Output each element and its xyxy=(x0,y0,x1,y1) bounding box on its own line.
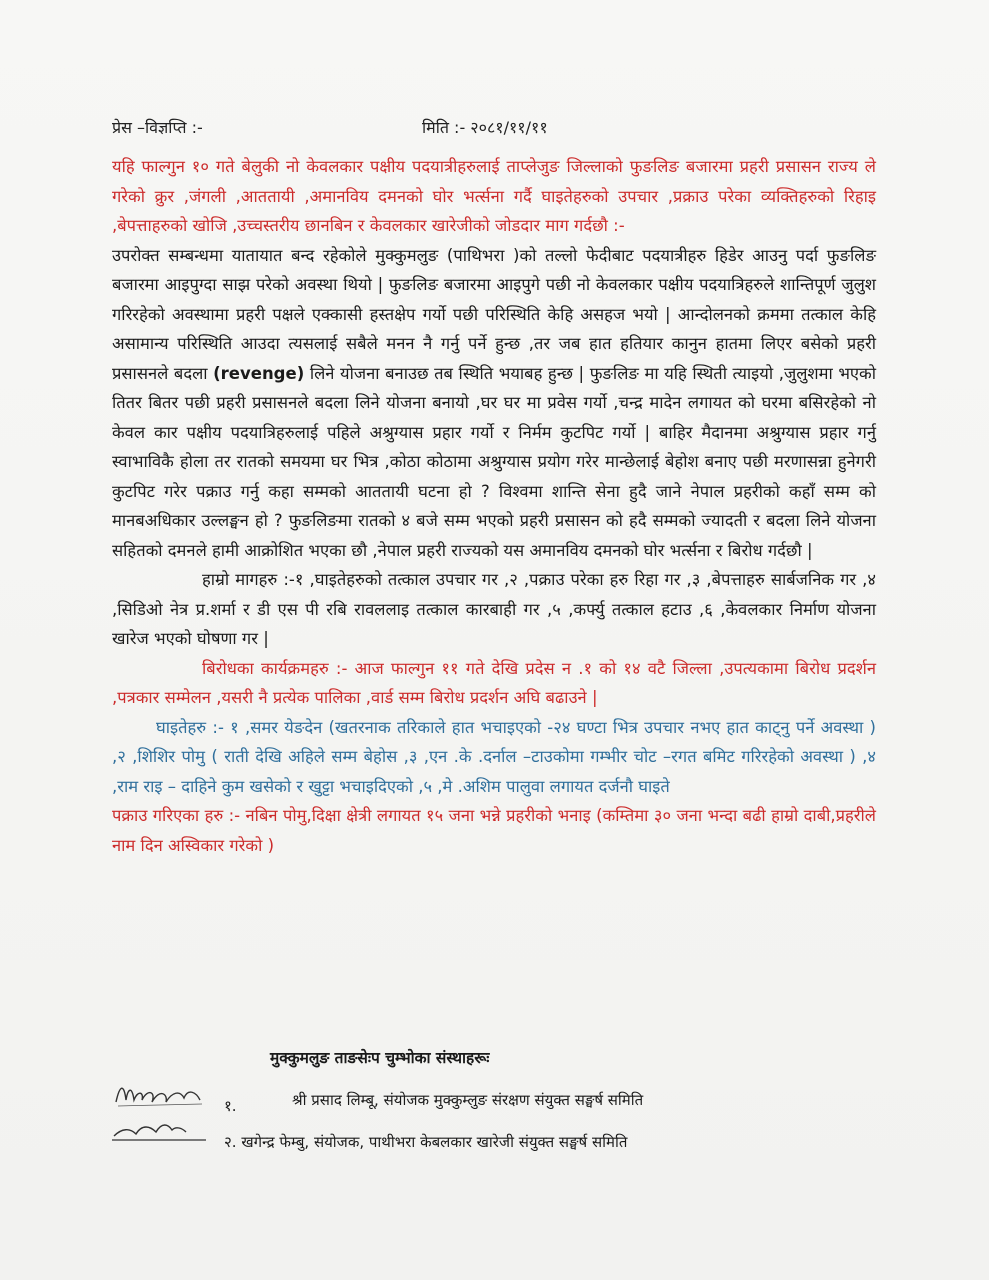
signature-2-image xyxy=(112,1118,208,1148)
document-body xyxy=(112,152,876,860)
revenge-bold-term: (revenge) xyxy=(213,363,305,383)
demands-paragraph: हाम्रो मागहरु :-१ ,घाइतेहरुको तत्काल उपचार गर ,२ ,पक्राउ परेका हरु रिहा गर ,३ ,बेपत्ताहरु सार्बजनिक गर ,४ ,सिडिओ नेत्र प्र.शर्मा र डी एस पी रबि रावललाइ तत्काल कारबाही गर ,५ ,कर्फ्यु तत्काल हटाउ ,६ ,केवलकार निर्माण योजना खारेज भएको घोषणा गर | xyxy=(112,570,876,648)
injured-paragraph: घाइतेहरु :- १ ,समर येङदेन (खतरनाक तरिकाले हात भचाइएको -२४ घण्टा भित्र उपचार नभए हात काट्नु पर्ने अवस्था ) ,२ ,शिशिर पोमु ( राती देखि अहिले सम्म बेहोस ,३ ,एन .के .दर्नाल –टाउकोमा गम्भीर चोट –रगत बमिट गरिरहेको अवस्था ) ,४ ,राम राइ – दाहिने कुम खसेको र खुट्टा भचाइदिएको ,५ ,मे .अशिम पालुवा लगायत दर्जनौ घाइते xyxy=(112,717,876,796)
signatory-2-text: २. खगेन्द्र फेम्बु, संयोजक, पाथीभरा केबलकार खारेजी संयुक्त सङ्घर्ष समिति xyxy=(224,1133,628,1151)
press-release-label: प्रेस –विज्ञप्ति :- xyxy=(112,118,203,137)
organizations-heading: मुक्कुमलुङ ताङसेःप चुम्भोका संस्थाहरूः xyxy=(270,1049,490,1067)
date-line: मिति :- २०८१/११/११ xyxy=(422,118,548,137)
protest-programs-paragraph: बिरोधका कार्यक्रमहरु :- आज फाल्गुन ११ गते देखि प्रदेस न .१ को १४ वटै जिल्ला ,उपत्यकामा बिरोध प्रदर्शन ,पत्रकार सम्मेलन ,यसरी नै प्रत्येक पालिका ,वार्ड सम्म बिरोध प्रदर्शन अघि बढाउने | xyxy=(112,658,876,707)
main-paragraph-part2: लिने योजना बनाउछ तब स्थिति भयाबह हुन्छ | फुङलिङ मा यहि स्थिती त्याइयो ,जुलुशमा भएको तितर बितर पछी प्रहरी प्रसासनले बदला लिने योजना बनायो ,घर घर मा प्रवेस गर्यो ,चन्द्र मादेन लगायत को घरमा बसिरहेको नो केवल कार पक्षीय पदयात्रिहरुलाई पहिले अश्रुग्यास प्रहार गर्यो र निर्मम कुटपिट गर्यो | बाहिर मैदानमा अश्रुग्यास प्रहार गर्नु स्वाभाविकै होला तर रातको समयमा घर भित्र ,कोठा कोठामा अश्रुग्यास प्रयोग गरेर मान्छेलाई बेहोश बनाए पछी मरणासन्ना हुनेगरी कुटपिट गरेर पक्राउ गर्नु कहा सम्मको आततायी घटना हो ? विश्वमा शान्ति सेना हुदै जाने नेपाल प्रहरीको कहाँ सम्म को मानबअधिकार उल्लङ्घन हो ? फुङलिङमा रातको ४ बजे सम्म भएको प्रहरी प्रसासन को हदै सम्मको ज्यादती र बदला लिने योजना सहितको दमनले हामी आक्रोशित भएका छौ ,नेपाल प्रहरी राज्यको यस अमानविय दमनको घोर भर्त्सना र बिरोध गर्दछौ | xyxy=(112,363,876,560)
signatory-1-text: श्री प्रसाद लिम्बू, संयोजक मुक्कुम्लुङ संरक्षण संयुक्त सङ्घर्ष समिति xyxy=(292,1091,644,1109)
main-paragraph-part1: उपरोक्त सम्बन्धमा यातायात बन्द रहेकोले मुक्कुमलुङ (पाथिभरा )को तल्लो फेदीबाट पदयात्रीहरु हिडेर आउनु पर्दा फुङलिङ बजारमा आइपुग्दा साझ परेको अवस्था थियो | फुङलिङ बजारमा आइपुगे पछी नो केवलकार पक्षीय पदयात्रिहरुले शान्तिपूर्ण जुलुश गरिरहेको अवस्थामा प्रहरी पक्षले एक्कासी हस्तक्षेप गर्यो पछी परिस्थिति केहि असहज भयो | आन्दोलनको क्रममा तत्काल केहि असामान्य परिस्थिति आउदा त्यसलाई सबैले मनन नै गर्नु पर्ने हुन्छ ,तर जब हात हतियार कानुन हातमा लिएर बसेको प्रहरी प्रसासनले बदला xyxy=(112,245,876,383)
main-paragraph xyxy=(112,241,876,566)
arrested-paragraph: पक्राउ गरिएका हरु :- नबिन पोमु,दिक्षा क्षेत्री लगायत १५ जना भन्ने प्रहरीको भनाइ (कम्तिमा ३० जना भन्दा बढी हाम्रो दाबी,प्रहरीले नाम दिन अस्विकार गरेको ) xyxy=(112,806,876,855)
intro-paragraph: यहि फाल्गुन १० गते बेलुकी नो केवलकार पक्षीय पदयात्रीहरुलाई ताप्लेजुङ जिल्लाको फुङलिङ बजारमा प्रहरी प्रसासन राज्य ले गरेको क्रुर ,जंगली ,आततायी ,अमानविय दमनको घोर भर्त्सना गर्दै घाइतेहरुको उपचार ,प्रक्राउ परेका व्यक्तिहरुको रिहाइ ,बेपत्ताहरुको खोजि ,उच्चस्तरीय छानबिन र केवलकार खारेजीको जोडदार माग गर्दछौ :- xyxy=(112,157,876,235)
signatory-1-number: १. xyxy=(224,1097,237,1115)
signature-1-image xyxy=(112,1078,212,1112)
